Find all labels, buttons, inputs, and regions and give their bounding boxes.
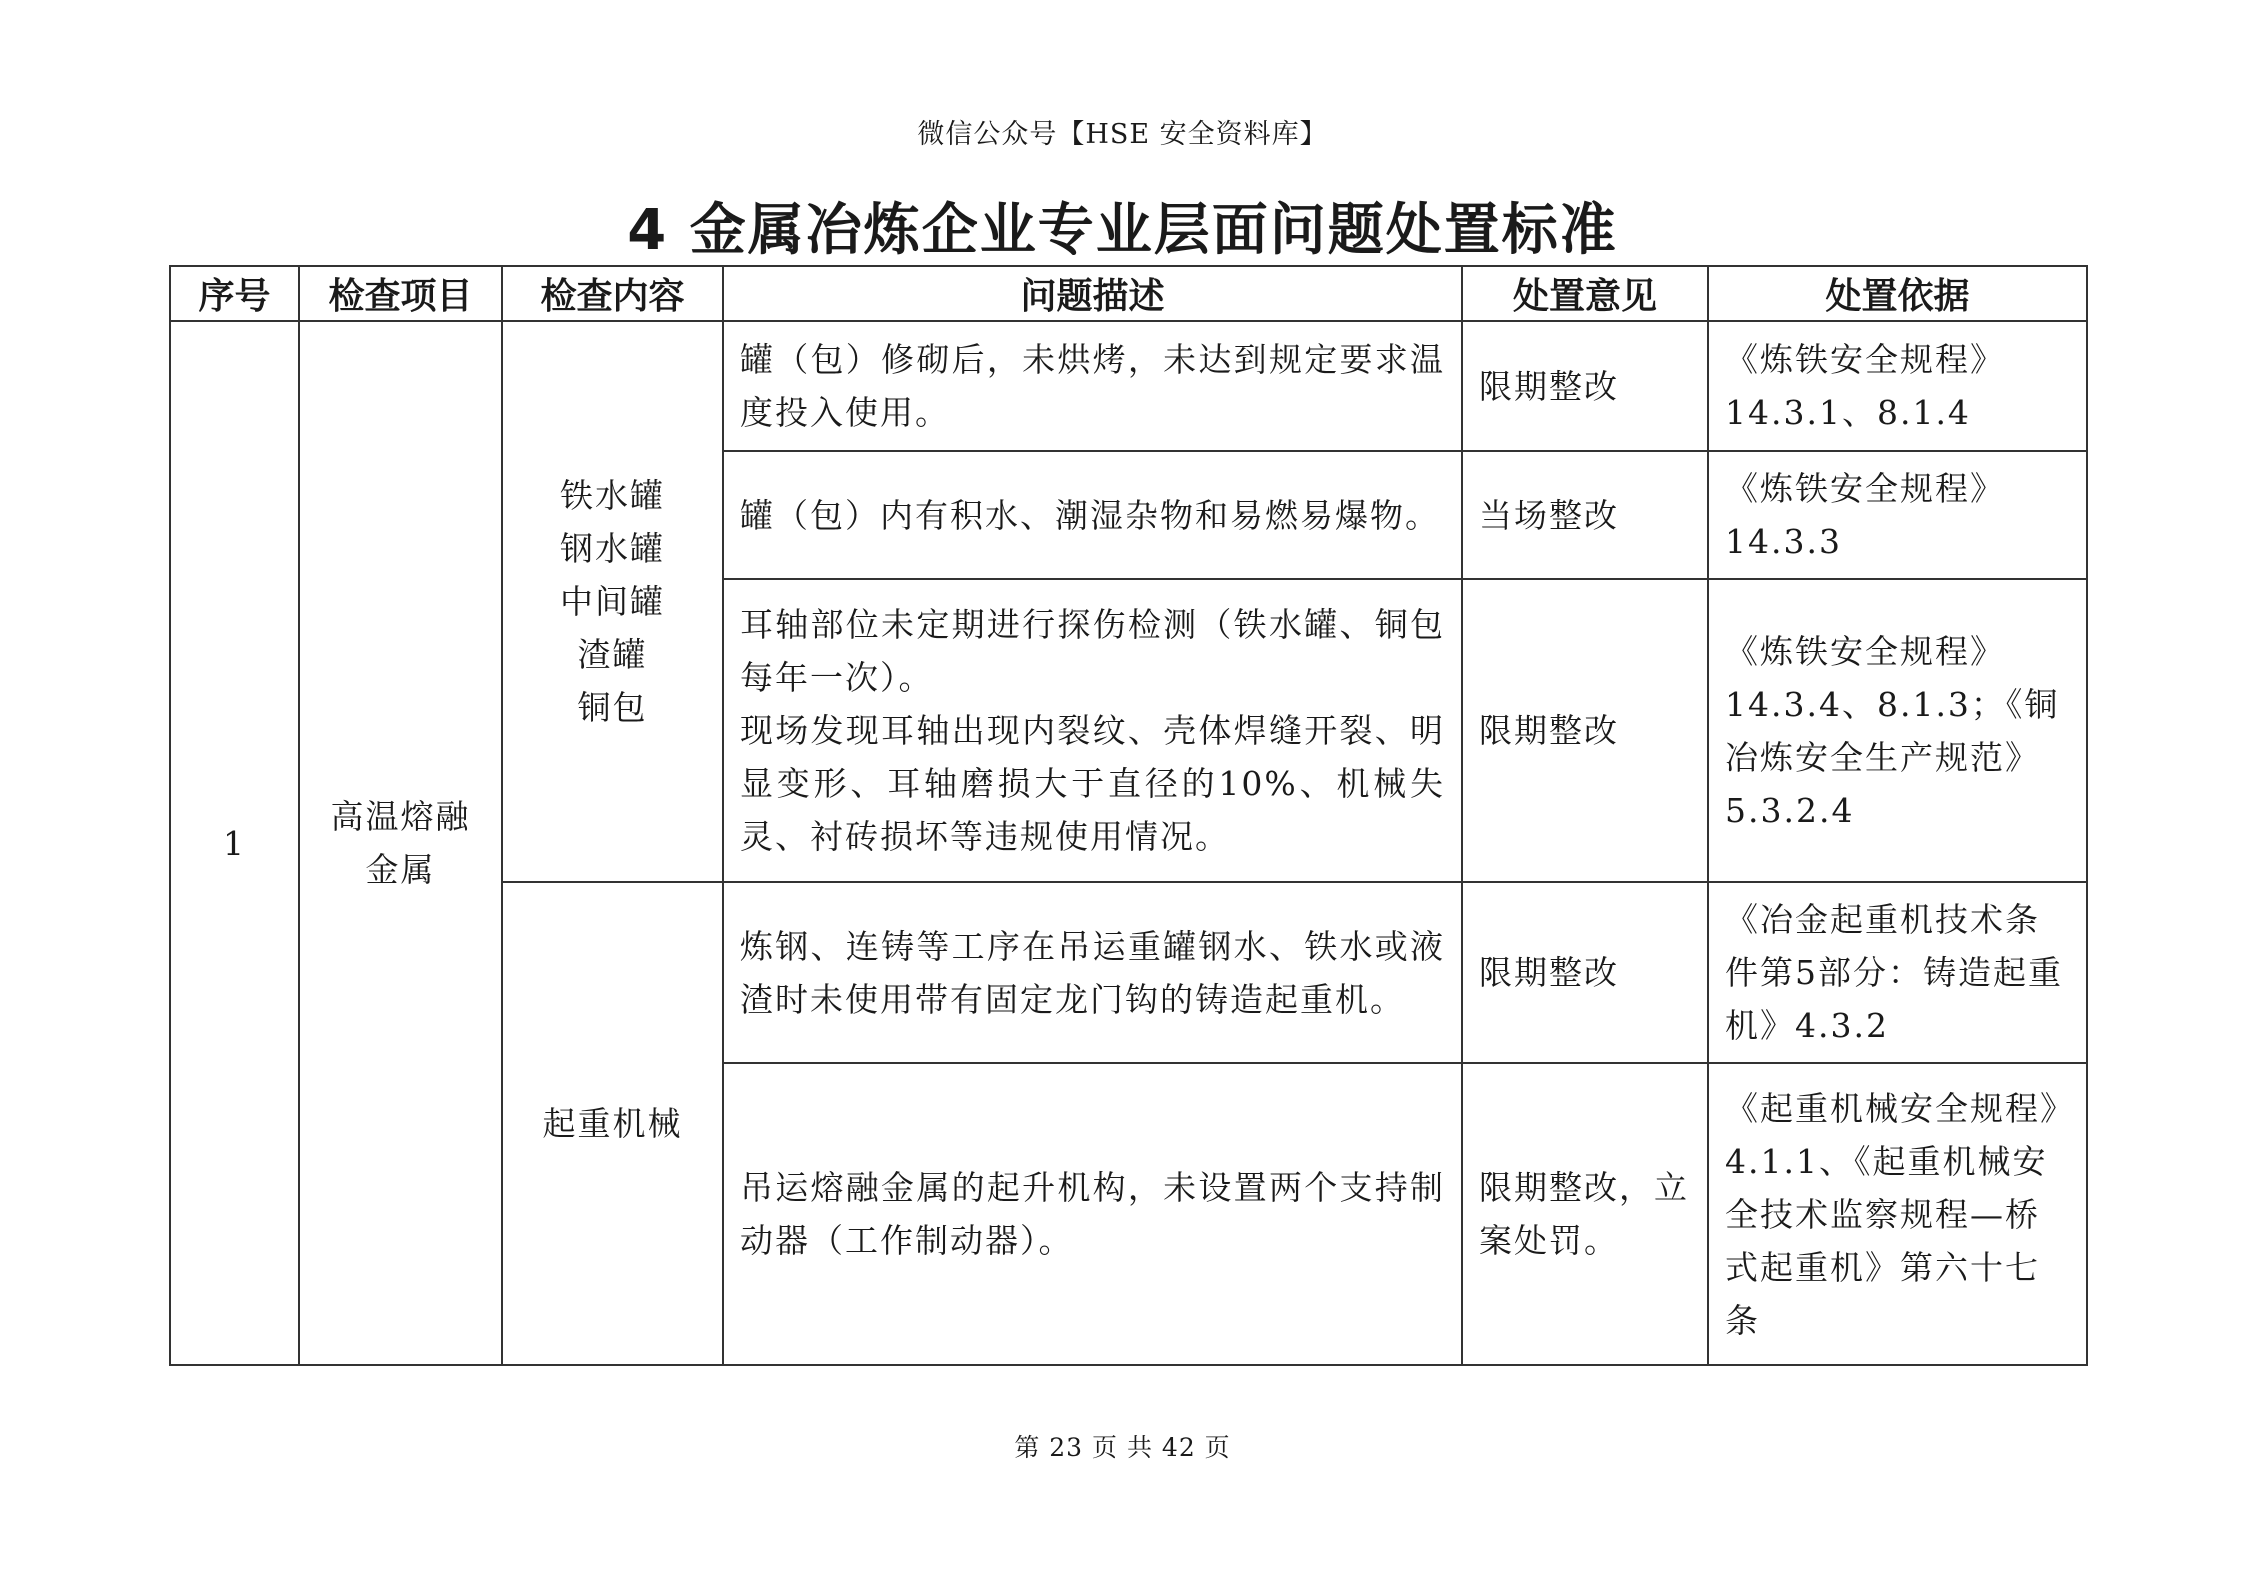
description-cell <box>723 451 1462 579</box>
basis-text: 《起重机械安全规程》4.1.1、《起重机械安全技术监察规程—桥式起重机》第六十七条 <box>1725 1088 2059 1340</box>
column-header-opinion: 处置意见 <box>1462 266 1708 321</box>
content-line: 渣罐 <box>577 635 648 674</box>
description-cell <box>723 882 1462 1063</box>
table-row <box>170 321 2087 451</box>
opinion-cell <box>1462 451 1708 579</box>
opinion-text: 限期整改 <box>1479 366 1619 406</box>
opinion-text: 限期整改 <box>1479 953 1619 992</box>
description-text: 耳轴部位未定期进行探伤检测（铁水罐、铜包每年一次）。 <box>740 605 1445 697</box>
basis-cell <box>1708 1063 2087 1365</box>
opinion-cell <box>1462 882 1708 1063</box>
description-cell <box>723 1063 1462 1365</box>
content-cell-cranes <box>502 882 723 1365</box>
basis-text: 《炼铁安全规程》14.3.3 <box>1725 469 2005 561</box>
description-text: 现场发现耳轴出现内裂纹、壳体焊缝开裂、明显变形、耳轴磨损大于直径的10%、机械失灵、衬砖损坏等违规使用情况。 <box>740 711 1445 856</box>
header-note: 微信公众号【HSE 安全资料库】 <box>917 119 1328 150</box>
standards-table <box>169 265 2088 1366</box>
column-header-basis: 处置依据 <box>1708 266 2087 321</box>
page-footer: 第 23 页 共 42 页 <box>1014 1433 1231 1462</box>
item-cell <box>299 321 502 1365</box>
document-title: 4 金属冶炼企业专业层面问题处置标准 <box>627 198 1618 263</box>
opinion-cell <box>1462 321 1708 451</box>
content-line: 中间罐 <box>560 582 665 621</box>
opinion-text: 限期整改，立案处罚。 <box>1479 1168 1689 1260</box>
column-header-item: 检查项目 <box>299 266 502 321</box>
basis-text: 《炼铁安全规程》14.3.1、8.1.4 <box>1725 340 2005 432</box>
item-line: 高温熔融 <box>330 797 471 836</box>
table-header-row <box>170 266 2087 321</box>
opinion-text: 当场整改 <box>1479 495 1619 535</box>
serial-number: 1 <box>223 823 246 863</box>
content-line: 起重机械 <box>542 1104 683 1143</box>
opinion-cell <box>1462 1063 1708 1365</box>
content-cell-ladles <box>502 321 723 882</box>
column-header-description: 问题描述 <box>723 266 1462 321</box>
basis-text: 《炼铁安全规程》14.3.4、8.1.3；《铜冶炼安全生产规范》5.3.2.4 <box>1725 631 2060 830</box>
description-cell <box>723 579 1462 882</box>
basis-text: 《冶金起重机技术条件第5部分：铸造起重机》4.3.2 <box>1725 900 2063 1045</box>
basis-cell <box>1708 882 2087 1063</box>
opinion-cell <box>1462 579 1708 882</box>
description-text: 吊运熔融金属的起升机构，未设置两个支持制动器（工作制动器）。 <box>740 1168 1445 1260</box>
item-line: 金属 <box>365 850 436 889</box>
description-text: 罐（包）修砌后，未烘烤，未达到规定要求温度投入使用。 <box>740 340 1445 432</box>
content-line: 铁水罐 <box>560 476 665 515</box>
basis-cell <box>1708 451 2087 579</box>
description-cell <box>723 321 1462 451</box>
serial-cell <box>170 321 299 1365</box>
description-text: 罐（包）内有积水、潮湿杂物和易燃易爆物。 <box>740 495 1440 535</box>
basis-cell <box>1708 321 2087 451</box>
column-header-content: 检查内容 <box>502 266 723 321</box>
description-text: 炼钢、连铸等工序在吊运重罐钢水、铁水或液渣时未使用带有固定龙门钩的铸造起重机。 <box>740 926 1445 1019</box>
content-line: 钢水罐 <box>560 529 665 568</box>
basis-cell <box>1708 579 2087 882</box>
content-line: 铜包 <box>577 688 648 727</box>
opinion-text: 限期整改 <box>1479 711 1619 750</box>
column-header-serial: 序号 <box>170 266 299 321</box>
